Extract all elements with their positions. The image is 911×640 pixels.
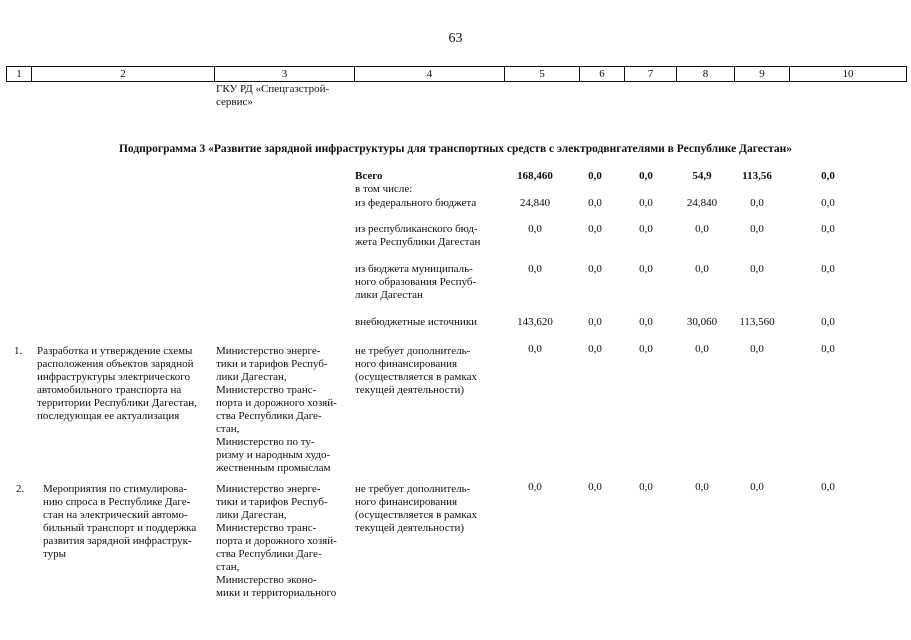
measure-1-col7: 0,0 [639,343,653,355]
measure-2-col8: 0,0 [695,481,709,493]
funding-extrabudget-col6: 0,0 [588,316,602,328]
funding-municipal-col5: 0,0 [528,263,542,275]
funding-municipal-col8: 0,0 [695,263,709,275]
measure-1-number: 1. [14,345,23,357]
funding-municipal-col10: 0,0 [821,263,835,275]
measure-2-col10: 0,0 [821,481,835,493]
funding-republican-col9: 0,0 [750,223,764,235]
measure-1-col6: 0,0 [588,343,602,355]
funding-extrabudget-col7: 0,0 [639,316,653,328]
total-label: Всего [355,170,383,182]
measure-2-executors: Министерство энерге- тики и тарифов Респуб- лики Дагестан, Министерство транс- порта и дорожного хозяй- ства Республики Даге- стан, Министерство эконо- мики и территориального [216,483,337,599]
funding-municipal-col6: 0,0 [588,263,602,275]
funding-republican-col10: 0,0 [821,223,835,235]
funding-federal-col5: 24,840 [519,197,551,209]
measure-2-col9: 0,0 [750,481,764,493]
measure-1-funding-note: не требует дополнитель- ного финансирования (осуществляется в рамках текущей деятельности) [355,345,477,396]
measure-1-col8: 0,0 [695,343,709,355]
header-col-4: 4 [355,67,505,81]
header-col-7: 7 [625,67,677,81]
measure-1-col9: 0,0 [750,343,764,355]
funding-label-republican: из республиканского бюд- жета Республики Дагестан [355,223,481,248]
funding-extrabudget-col5: 143,620 [517,316,553,328]
funding-extrabudget-col8: 30,060 [686,316,718,328]
measure-2-funding-note: не требует дополнитель- ного финансирования (осуществляется в рамках текущей деятельности) [355,483,477,534]
funding-federal-col6: 0,0 [588,197,602,209]
funding-federal-col8: 24,840 [686,197,718,209]
measure-2-col5: 0,0 [528,481,542,493]
measure-1-executors: Министерство энерге- тики и тарифов Респуб- лики Дагестан, Министерство транс- порта и дорожного хозяй- ства Республики Даге- стан, Министерство по ту- ризму и народным худо- жественным промыслам [216,345,337,474]
funding-municipal-col9: 0,0 [750,263,764,275]
header-col-9: 9 [735,67,790,81]
funding-municipal-col7: 0,0 [639,263,653,275]
funding-federal-col7: 0,0 [639,197,653,209]
including-label: в том числе: [355,183,413,195]
measure-2-col7: 0,0 [639,481,653,493]
subprogram-title: Подпрограмма 3 «Развитие зарядной инфраструктуры для транспортных средств с электродвигателями в Республике Дагестан» [118,143,793,155]
total-col5: 168,460 [517,170,553,182]
funding-label-municipal: из бюджета муниципаль- ного образования Респуб- лики Дагестан [355,263,477,301]
funding-extrabudget-col10: 0,0 [821,316,835,328]
header-col-1: 1 [7,67,32,81]
header-col-6: 6 [580,67,625,81]
funding-federal-col9: 0,0 [750,197,764,209]
funding-label-federal: из федерального бюджета [355,197,477,209]
measure-1-name: Разработка и утверждение схемы расположения объектов зарядной инфраструктуры электрического автомобильного транспорта на территории Республики Дагестан, последующая ее актуализация [37,345,197,422]
total-col10: 0,0 [821,170,835,182]
header-col-5: 5 [505,67,580,81]
measure-2-col6: 0,0 [588,481,602,493]
funding-republican-col6: 0,0 [588,223,602,235]
header-col-3: 3 [215,67,355,81]
measure-2-number: 2. [16,483,25,495]
funding-federal-col10: 0,0 [821,197,835,209]
funding-extrabudget-col9: 113,560 [739,316,775,328]
total-col7: 0,0 [639,170,653,182]
header-col-10: 10 [842,68,854,80]
funding-republican-col5: 0,0 [528,223,542,235]
funding-republican-col7: 0,0 [639,223,653,235]
measure-1-col5: 0,0 [528,343,542,355]
measure-1-col10: 0,0 [821,343,835,355]
measure-2-name: Мероприятия по стимулирова- нию спроса в Республике Даге- стан на электрический автомо- бильный транспорт и поддержка развития зарядной инфраструк- туры [43,483,197,560]
total-col8: 54,9 [692,170,712,182]
funding-republican-col8: 0,0 [695,223,709,235]
total-col6: 0,0 [588,170,602,182]
top-executor: ГКУ РД «Спецгазстрой- сервис» [216,83,330,108]
total-col9: 113,56 [742,170,772,182]
header-col-2: 2 [32,67,215,81]
table-header-row [6,66,907,82]
page-number: 63 [448,31,463,46]
header-col-8: 8 [677,67,735,81]
funding-label-extrabudget: внебюджетные источники [355,316,478,328]
